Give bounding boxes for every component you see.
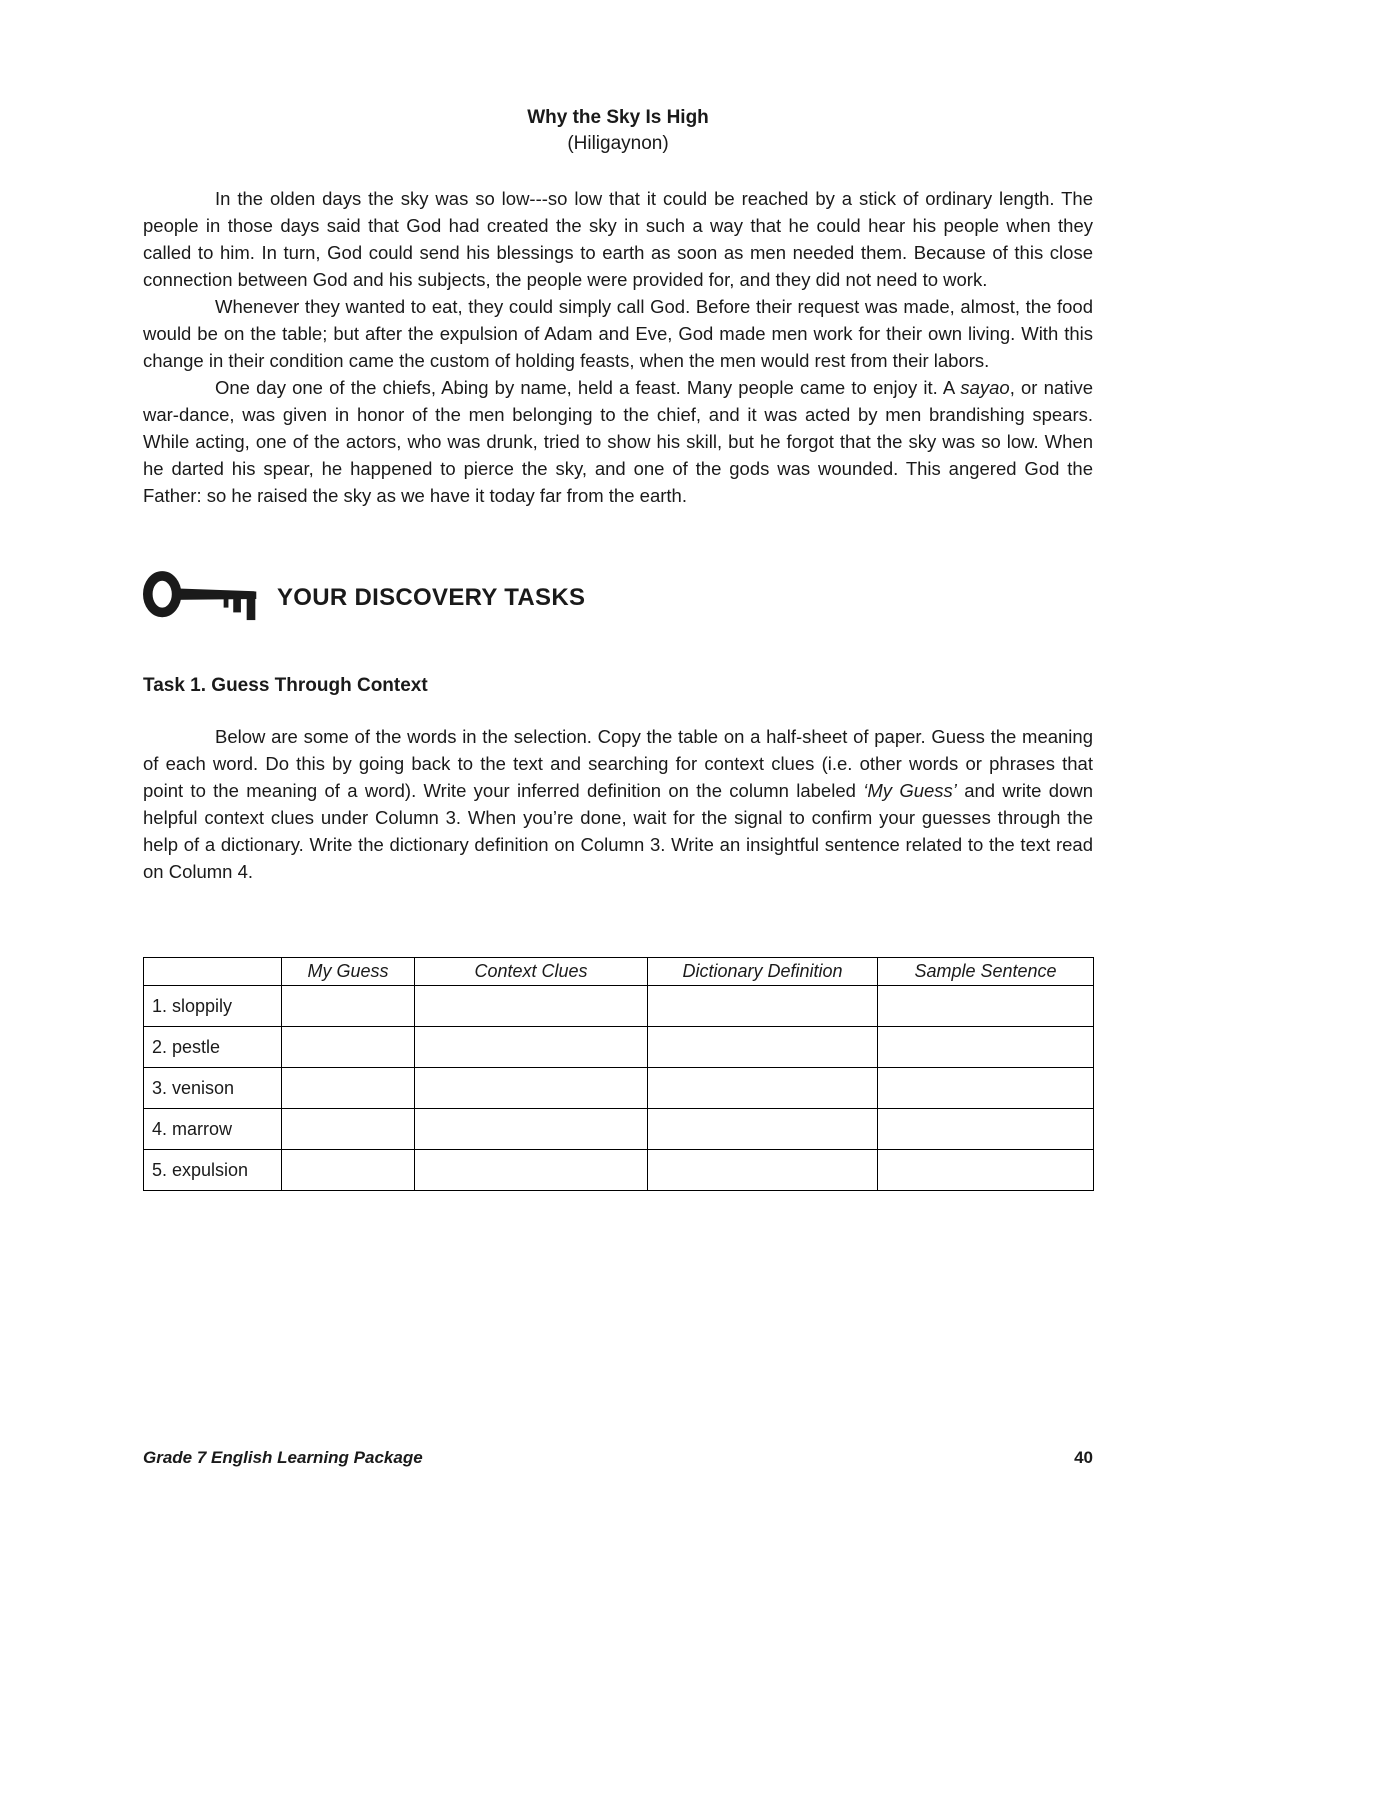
table-row (144, 1150, 1094, 1191)
empty-cell (415, 1027, 648, 1068)
footer-document-title: Grade 7 English Learning Package (143, 1448, 423, 1467)
row-label: 1. sloppily (144, 986, 282, 1027)
empty-cell (648, 1109, 878, 1150)
table-row (144, 1068, 1094, 1109)
story-title: Why the Sky Is High (527, 107, 709, 128)
header-context-clues: Context Clues (415, 958, 648, 986)
vocab-table (143, 957, 1094, 1191)
story-paragraph-3: One day one of the chiefs, Abing by name, held a feast. Many people came to enjoy it. A sayao, or native war-dance, was given in honor of the men belonging to the chief, and it was acted by men brandishing spears. While acting, one of the actors, who was drunk, tried to show his skill, but he forgot that the sky was so low. When he darted his spear, he happened to pierce the sky, and one of the gods was wounded. This angered God the Father: so he raised the sky as we have it today far from the earth. (143, 377, 1093, 506)
story-subtitle: (Hiligaynon) (567, 133, 669, 154)
row-label: 3. venison (144, 1068, 282, 1109)
empty-cell (648, 986, 878, 1027)
empty-cell (648, 1068, 878, 1109)
header-word-column (144, 958, 282, 986)
discovery-tasks-heading: YOUR DISCOVERY TASKS (277, 584, 586, 611)
empty-cell (282, 986, 415, 1027)
header-dictionary-definition: Dictionary Definition (648, 958, 878, 986)
header-my-guess: My Guess (282, 958, 415, 986)
table-row (144, 1109, 1094, 1150)
page-number: 40 (1074, 1448, 1093, 1467)
empty-cell (878, 1027, 1094, 1068)
task1-heading: Task 1. Guess Through Context (143, 675, 428, 696)
table-row (144, 1027, 1094, 1068)
page-content (143, 105, 1093, 1191)
empty-cell (282, 1027, 415, 1068)
empty-cell (878, 986, 1094, 1027)
story-paragraph-2: Whenever they wanted to eat, they could simply call God. Before their request was made, almost, the food would be on the table; but after the expulsion of Adam and Eve, God made men work for their own living. With this change in their condition came the custom of holding feasts, when the men would rest from their labors. (143, 296, 1093, 371)
story-paragraph-1: In the olden days the sky was so low---so low that it could be reached by a stick of ordinary length. The people in those days said that God had created the sky in such a way that he could hear his people when they called to him. In turn, God could send his blessings to earth as soon as men needed them. Because of this close connection between God and his subjects, the people were provided for, and they did not need to work. (143, 188, 1093, 290)
empty-cell (648, 1027, 878, 1068)
empty-cell (878, 1068, 1094, 1109)
row-label: 5. expulsion (144, 1150, 282, 1191)
empty-cell (415, 1150, 648, 1191)
empty-cell (415, 1109, 648, 1150)
empty-cell (878, 1150, 1094, 1191)
task1-instructions: Below are some of the words in the selection. Copy the table on a half-sheet of paper. Guess the meaning of each word. Do this by going back to the text and searching for context clues (i.e. other words or phrases that point to the meaning of a word). Write your inferred definition on the column labeled ‘My Guess’ and write down helpful context clues under Column 3. When you’re done, wait for the signal to confirm your guesses through the help of a dictionary. Write the dictionary definition on Column 3. Write an insightful sentence related to the text read on Column 4. (143, 726, 1093, 882)
empty-cell (282, 1109, 415, 1150)
row-label: 4. marrow (144, 1109, 282, 1150)
header-sample-sentence: Sample Sentence (878, 958, 1094, 986)
empty-cell (648, 1150, 878, 1191)
page-footer (143, 1448, 1093, 1468)
empty-cell (878, 1109, 1094, 1150)
key-icon (143, 567, 263, 629)
empty-cell (415, 1068, 648, 1109)
table-header-row (144, 958, 1094, 986)
empty-cell (415, 986, 648, 1027)
discovery-tasks-header (143, 567, 1093, 629)
empty-cell (282, 1150, 415, 1191)
table-row (144, 986, 1094, 1027)
empty-cell (282, 1068, 415, 1109)
row-label: 2. pestle (144, 1027, 282, 1068)
